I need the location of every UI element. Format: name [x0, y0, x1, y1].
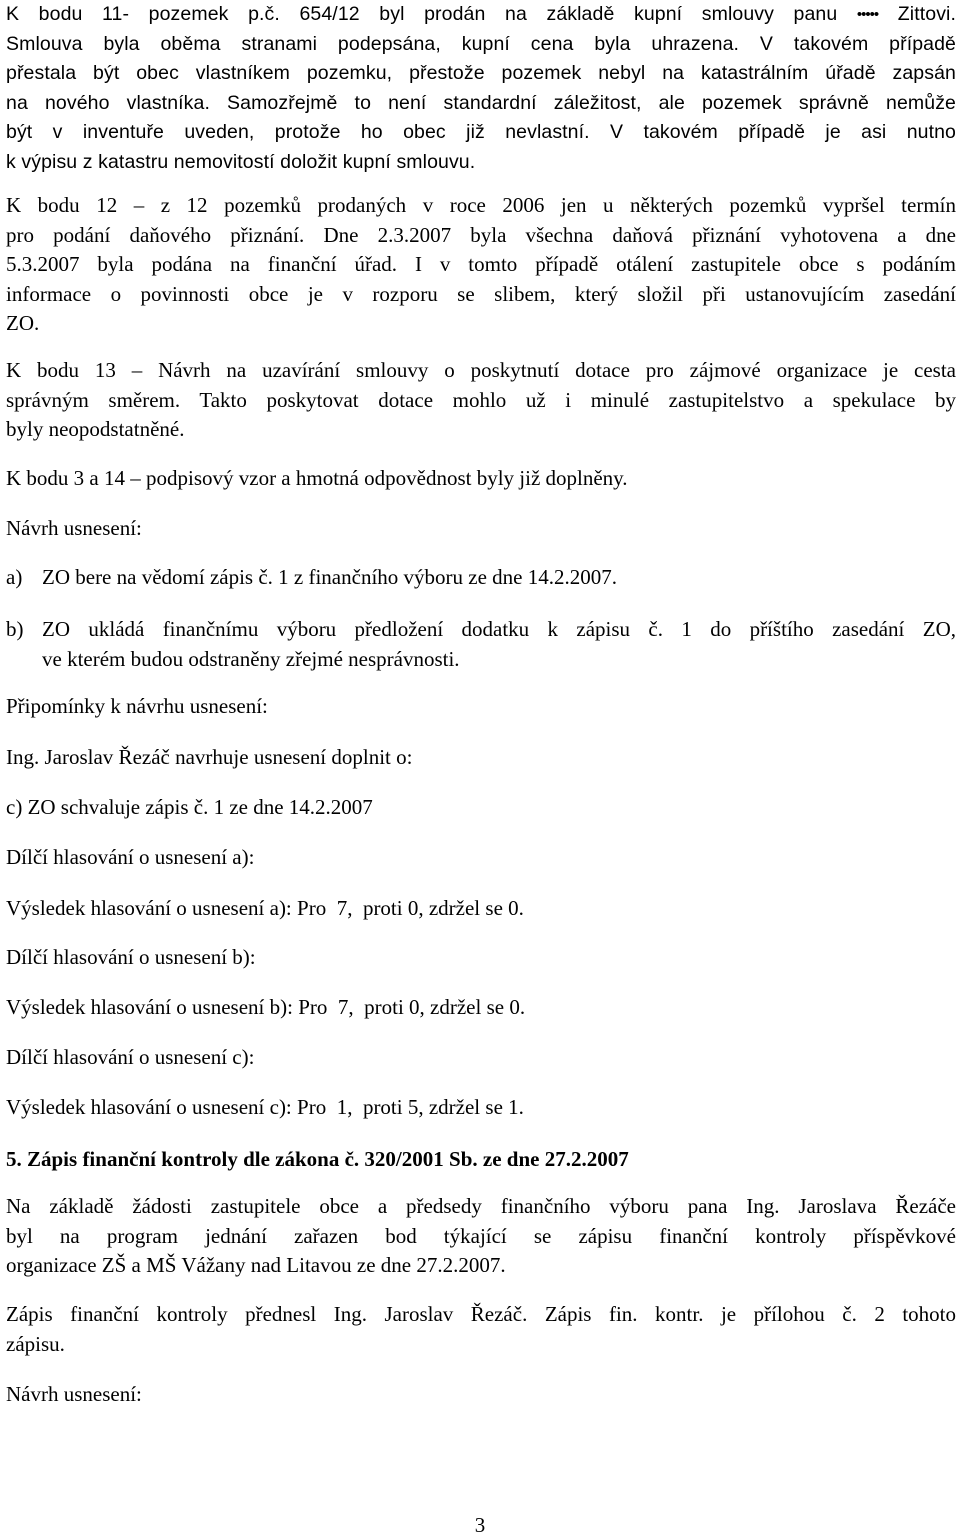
comments-heading: Připomínky k návrhu usnesení: — [6, 694, 268, 718]
comment-text: Ing. Jaroslav Řezáč navrhuje usnesení doplnit o: — [6, 745, 413, 769]
text-line: být v inventuře uveden, protože ho obec již nevlastní. V takovém případě je asi nutno — [6, 121, 956, 143]
vote-a-result: Výsledek hlasování o usnesení a): Pro 7, proti 0, zdržel se 0. — [6, 896, 524, 920]
resolution-item-c: c) ZO schvaluje zápis č. 1 ze dne 14.2.2007 — [6, 795, 373, 819]
item-label: a) — [6, 565, 23, 589]
text-line: informace o povinnosti obce je v rozporu se slibem, který složil při ustanovujícím zasedání — [6, 281, 956, 306]
text-line: Smlouva byla oběma stranami podepsána, kupní cena byla uhrazena. V takovém případě — [6, 32, 956, 55]
item-label: b) — [6, 617, 24, 641]
text-line: Zápis finanční kontroly přednesl Ing. Jaroslav Řezáč. Zápis fin. kontr. je přílohou č. 2 tohoto — [6, 1302, 956, 1326]
text-line: 5.3.2007 byla podána na finanční úřad. I v tomto případě otálení zastupitele obce s podáním — [6, 252, 956, 276]
text-line: přestala být obec vlastníkem pozemku, přestože pozemek nebyl na katastrálním úřadě zapsán — [6, 62, 956, 84]
text-line: K bodu 3 a 14 – podpisový vzor a hmotná odpovědnost byly již doplněny. — [6, 466, 628, 490]
item-text: ve kterém budou odstraněny zřejmé nesprávnosti. — [42, 646, 460, 671]
text-line: byl na program jednání zařazen bod týkající se zápisu finanční kontroly příspěvkové — [6, 1223, 956, 1248]
text-line: K bodu 11- pozemek p.č. 654/12 byl prodán na základě kupní smlouvy panu ••••• Zittovi. — [6, 3, 956, 25]
paragraph-bod-12 — [6, 191, 956, 339]
text-line: pro podání daňového přiznání. Dne 2.3.2007 byla všechna daňová přiznání vyhotovena a dne — [6, 222, 956, 247]
paragraph-bod-13 — [6, 356, 956, 445]
text-line: k výpisu z katastru nemovitostí doložit kupní smlouvu. — [6, 150, 476, 173]
page-number: 3 — [474, 1513, 486, 1537]
paragraph-bod-11 — [6, 0, 956, 177]
text-line: zápisu. — [6, 1331, 65, 1356]
text-line: organizace ZŠ a MŠ Vážany nad Litavou ze dne 27.2.2007. — [6, 1253, 506, 1277]
proposal-heading-2: Návrh usnesení: — [6, 1382, 142, 1406]
paragraph-zapis — [6, 1300, 956, 1359]
paragraph-bod-3-14 — [6, 464, 956, 494]
vote-c-result: Výsledek hlasování o usnesení c): Pro 1, proti 5, zdržel se 1. — [6, 1095, 524, 1119]
item-text: ZO bere na vědomí zápis č. 1 z finančního výboru ze dne 14.2.2007. — [42, 565, 617, 589]
vote-b-heading: Dílčí hlasování o usnesení b): — [6, 945, 256, 969]
vote-c-heading: Dílčí hlasování o usnesení c): — [6, 1045, 255, 1069]
text-line: K bodu 13 – Návrh na uzavírání smlouvy o poskytnutí dotace pro zájmové organizace je cesta — [6, 358, 956, 382]
proposal-heading: Návrh usnesení: — [6, 516, 142, 540]
text-line: na nového vlastníka. Samozřejmě to není standardní záležitost, ale pozemek správně nemůže — [6, 91, 956, 114]
vote-b-result: Výsledek hlasování o usnesení b): Pro 7, proti 0, zdržel se 0. — [6, 995, 526, 1019]
item-text: ZO ukládá finančnímu výboru předložení dodatku k zápisu č. 1 do příštího zasedání ZO, — [42, 617, 956, 641]
paragraph-section-5 — [6, 1192, 956, 1281]
text-line: Na základě žádosti zastupitele obce a předsedy finančního výboru pana Ing. Jaroslava Řezáče — [6, 1194, 956, 1218]
redacted-name: ••••• — [856, 6, 879, 23]
vote-a-heading: Dílčí hlasování o usnesení a): — [6, 845, 255, 869]
text-line: ZO. — [6, 311, 40, 335]
text-line: byly neopodstatněné. — [6, 417, 185, 441]
section-5-heading: 5. Zápis finanční kontroly dle zákona č. 320/2001 Sb. ze dne 27.2.2007 — [6, 1147, 629, 1171]
text-line: K bodu 12 – z 12 pozemků prodaných v roce 2006 jen u některých pozemků vypršel termín — [6, 193, 956, 217]
text-line: správným směrem. Takto poskytovat dotace mohlo už i minulé zastupitelstvo a spekulace by — [6, 387, 956, 412]
